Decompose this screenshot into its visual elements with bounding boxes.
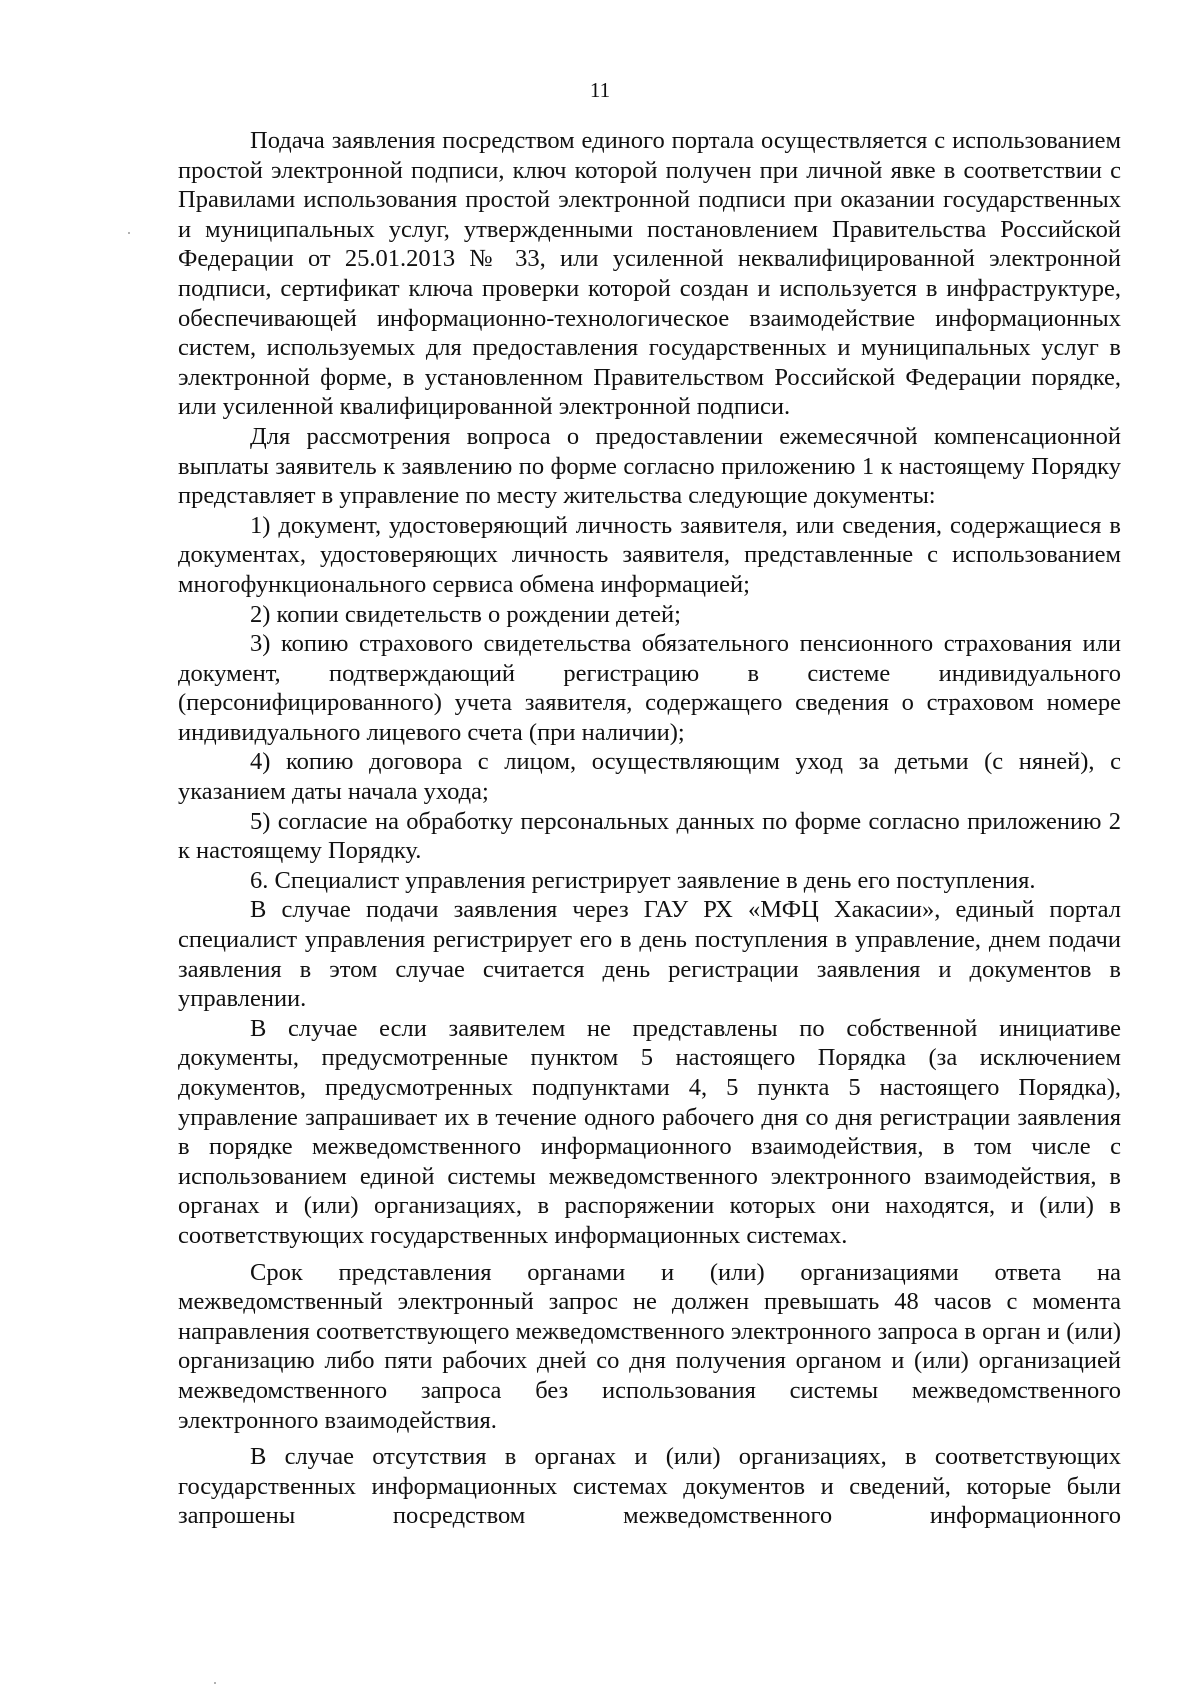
list-item-data-consent: 5) согласие на обработку персональных данных по форме согласно приложению 2 к настоящему Порядку.: [178, 807, 1121, 865]
list-item-identity-document: 1) документ, удостоверяющий личность заявителя, или сведения, содержащиеся в документах, удостоверяющих личность заявителя, представленные с использованием многофункционального сервиса обмена информацией;: [178, 511, 1121, 598]
list-item-insurance-certificate: 3) копию страхового свидетельства обязательного пенсионного страхования или документ, подтверждающий регистрацию в системе индивидуального (персонифицированного) учета заявителя, содержащего сведения о страховом номере индивидуального лицевого счета (при наличии);: [178, 630, 1121, 746]
scan-speck: [128, 232, 130, 234]
scan-speck: [214, 1682, 216, 1684]
paragraph-mfc-submission: В случае подачи заявления через ГАУ РХ «МФЦ Хакасии», единый портал специалист управления регистрирует его в день поступления в управление, днем подачи заявления в этом случае считается день регистрации заявления и документов в управлении.: [178, 896, 1121, 1013]
paragraph-missing-documents: В случае отсутствия в органах и (или) организациях, в соответствующих государственных информационных системах документов и сведений, которые были запрошены посредством межведомственного информационного: [178, 1443, 1121, 1530]
list-item-nanny-contract: 4) копию договора с лицом, осуществляющим уход за детьми (с няней), с указанием даты начала ухода;: [178, 748, 1121, 806]
page-number: 11: [589, 78, 611, 102]
paragraph-signature-methods: Подача заявления посредством единого портала осуществляется с использованием простой электронной подписи, ключ которой получен при личной явке в соответствии с Правилами использования простой электронной подписи при оказании государственных и муниципальных услуг, утвержденными постановлением Правительства Российской Федерации от 25.01.2013 № 33, или усиленной неквалифицированной электронной подписи, сертификат ключа проверки которой создан и используется в инфраструктуре, обеспечивающей информационно-технологическое взаимодействие информационных систем, используемых для предоставления государственных и муниципальных услуг в электронной форме, в установленном Правительством Российской Федерации порядке, или усиленной квалифицированной электронной подписи.: [178, 127, 1121, 421]
list-item-birth-certificates: 2) копии свидетельств о рождении детей;: [250, 600, 681, 628]
paragraph-registration: 6. Специалист управления регистрирует заявление в день его поступления.: [250, 866, 1036, 894]
paragraph-interagency-request: В случае если заявителем не представлены по собственной инициативе документы, предусмотренные пунктом 5 настоящего Порядка (за исключением документов, предусмотренных подпунктами 4, 5 пункта 5 настоящего Порядка), управление запрашивает их в течение одного рабочего дня со дня регистрации заявления в порядке межведомственного информационного взаимодействия, в том числе с использованием единой системы межведомственного электронного взаимодействия, в органах и (или) организациях, в распоряжении которых они находятся, и (или) в соответствующих государственных информационных системах.: [178, 1014, 1121, 1249]
document-body: [178, 126, 1121, 1531]
paragraph-response-deadline: Срок представления органами и (или) организациями ответа на межведомственный электронный запрос не должен превышать 48 часов с момента направления соответствующего межведомственного электронного запроса в орган и (или) организацию либо пяти рабочих дней со дня получения органом и (или) организацией межведомственного запроса без использования системы межведомственного электронного взаимодействия.: [178, 1258, 1121, 1434]
paragraph-required-documents: Для рассмотрения вопроса о предоставлении ежемесячной компенсационной выплаты заявитель к заявлению по форме согласно приложению 1 к настоящему Порядку представляет в управление по месту жительства следующие документы:: [178, 422, 1121, 510]
